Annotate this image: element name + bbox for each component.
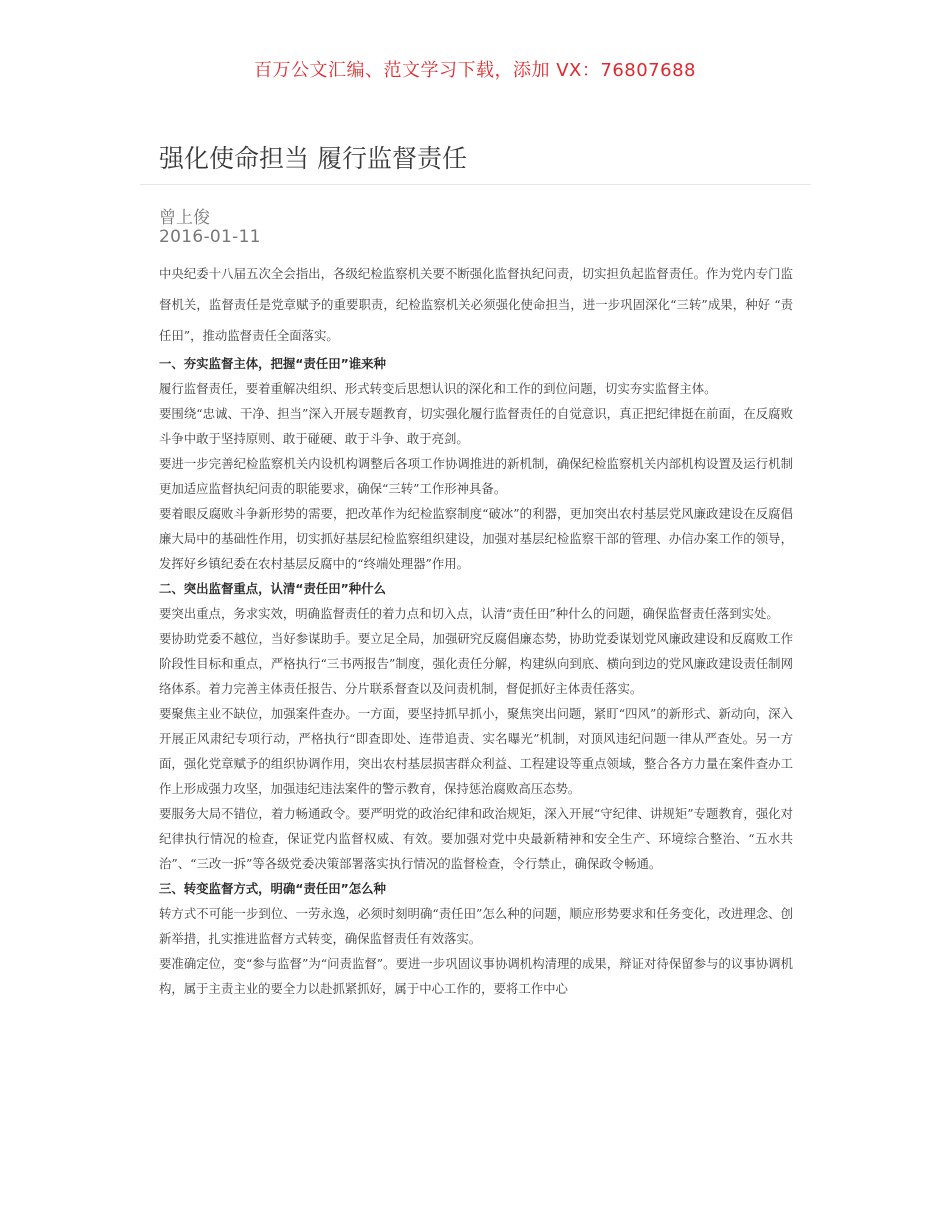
body-paragraph: 要进一步完善纪检监察机关内设机构调整后各项工作协调推进的新机制，确保纪检监察机关内部机构设置及运行机制更加适应监督执纪问责的职能要求，确保“三转”工作形神具备。 — [159, 456, 793, 496]
body-paragraph: 要协助党委不越位，当好参谋助手。要立足全局，加强研究反腐倡廉态势，协助党委谋划党风廉政建设和反腐败工作阶段性目标和重点，严格执行“三书两报告”制度，强化责任分解，构建纵向到底、横向到边的党风廉政建设责任制网络体系。着力完善主体责任报告、分片联系督查以及问责机制，督促抓好主体责任落实。 — [159, 631, 793, 696]
body-paragraph: 要围绕“忠诚、干净、担当”深入开展专题教育，切实强化履行监督责任的自觉意识，真正把纪律挺在前面，在反腐败斗争中敢于坚持原则、敢于碰硬、敢于斗争、敢于亮剑。 — [159, 406, 793, 446]
body-paragraph: 要突出重点，务求实效，明确监督责任的着力点和切入点，认清“责任田”种什么的问题，确保监督责任落到实处。 — [159, 606, 779, 621]
body-paragraph: 转方式不可能一步到位、一劳永逸，必须时刻明确“责任田”怎么种的问题，顺应形势要求和任务变化，改进理念、创新举措，扎实推进监督方式转变，确保监督责任有效落实。 — [159, 906, 793, 946]
article-body — [159, 258, 793, 1001]
section-heading: 二、突出监督重点，认清“责任田”种什么 — [159, 581, 386, 596]
body-paragraph: 要服务大局不错位，着力畅通政令。要严明党的政治纪律和政治规矩，深入开展“守纪律、讲规矩”专题教育，强化对纪律执行情况的检查，保证党内监督权威、有效。要加强对党中央最新精神和安全生产、环境综合整治、“五水共治”、“三改一拆”等各级党委决策部署落实执行情况的监督检查，令行禁止，确保政令畅通。 — [159, 806, 793, 871]
body-paragraph: 要聚焦主业不缺位，加强案件查办。一方面，要坚持抓早抓小，聚焦突出问题，紧盯“四风”的新形式、新动向，深入开展正风肃纪专项行动，严格执行“即查即处、连带追责、实名曝光”机制，对顶风违纪问题一律从严查处。另一方面，强化党章赋予的组织协调作用，突出农村基层损害群众利益、工程建设等重点领域，整合各方力量在案件查办工作上形成强力攻坚，加强违纪违法案件的警示教育，保持惩治腐败高压态势。 — [159, 706, 793, 796]
article-title: 强化使命担当 履行监督责任 — [159, 144, 467, 173]
article-author: 曾上俊 — [159, 208, 210, 228]
body-paragraph: 履行监督责任，要着重解决组织、形式转变后思想认识的深化和工作的到位问题，切实夯实监督主体。 — [159, 381, 717, 396]
section-heading: 一、夯实监督主体，把握“责任田”谁来种 — [159, 356, 386, 371]
body-paragraph: 要准确定位，变“参与监督”为“问责监督”。要进一步巩固议事协调机构清理的成果，辩证对待保留参与的议事协调机构，属于主责主业的要全力以赴抓紧抓好，属于中心工作的，要将工作中心 — [159, 956, 793, 996]
intro-paragraph: 中央纪委十八届五次全会指出，各级纪检监察机关要不断强化监督执纪问责，切实担负起监督责任。作为党内专门监督机关，监督责任是党章赋予的重要职责，纪检监察机关必须强化使命担当，进一步巩固深化“三转”成果，种好 “责任田”，推动监督责任全面落实。 — [159, 266, 793, 343]
body-paragraph: 要着眼反腐败斗争新形势的需要，把改革作为纪检监察制度“破冰”的利器，更加突出农村基层党风廉政建设在反腐倡廉大局中的基础性作用，切实抓好基层纪检监察组织建设，加强对基层纪检监察干部的管理、办信办案工作的领导，发挥好乡镇纪委在农村基层反腐中的“终端处理器”作用。 — [159, 506, 793, 571]
section-heading: 三、转变监督方式，明确“责任田”怎么种 — [159, 881, 386, 896]
title-divider — [140, 184, 811, 185]
article-date: 2016-01-11 — [159, 227, 261, 247]
promo-banner: 百万公文汇编、范文学习下载，添加 VX：76807688 — [254, 60, 696, 81]
